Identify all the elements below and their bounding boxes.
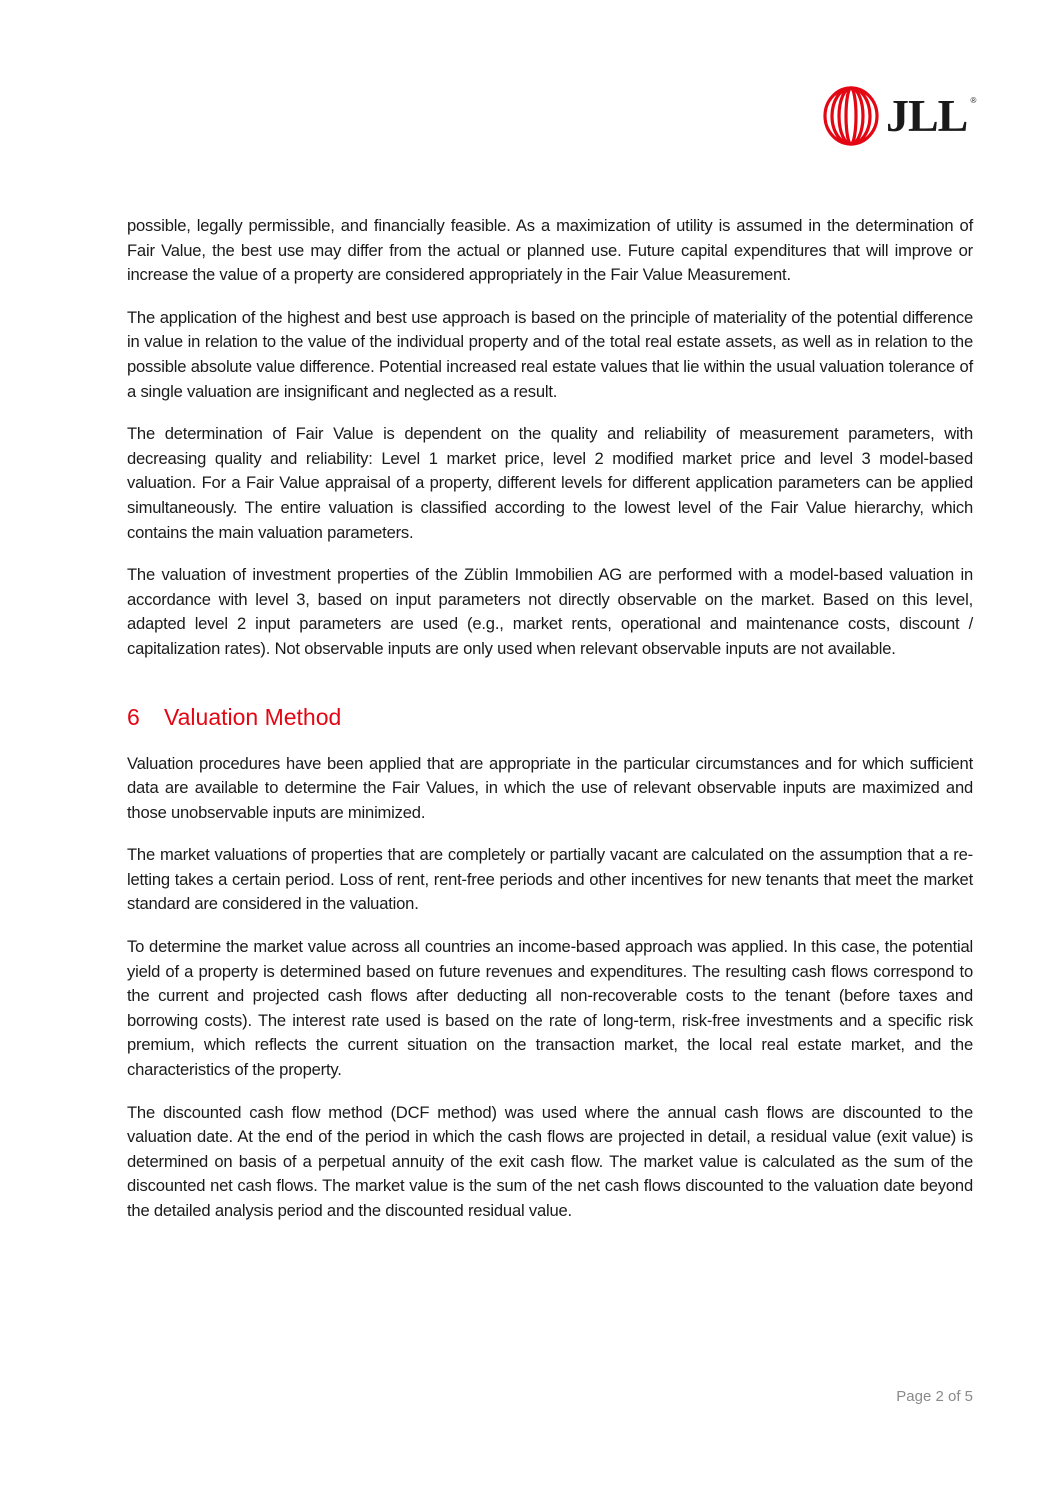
logo-wordmark: JLL [886,90,968,141]
paragraph: possible, legally permissible, and financially feasible. As a maximization of utility is assumed in the determination of Fair Value, the best use may differ from the actual or planned use. Future capital expenditures that will improve or increase the value of a property are considered appropriately in the Fair Value Measurement. [127,216,973,285]
section-number: 6 [127,703,140,730]
paragraph: The discounted cash flow method (DCF method) was used where the annual cash flows are discounted to the valuation date. At the end of the period in which the cash flows are projected in detail, a residual value (exit value) is determined on basis of a perpetual annuity of the exit cash flow. The market value is calculated as the sum of the discounted net cash flows. The market value is the sum of the net cash flows discounted to the valuation date beyond the detailed analysis period and the discounted residual value. [127,1102,973,1220]
section-title: Valuation Method [164,703,342,730]
paragraph: Valuation procedures have been applied that are appropriate in the particular circumstances and for which sufficient data are available to determine the Fair Values, in which the use of relevant observable inputs are maximized and those unobservable inputs are minimized. [127,753,973,822]
logo-text [886,90,976,141]
paragraph: To determine the market value across all countries an income-based approach was applied. In this case, the potential yield of a property is determined based on future revenues and expenditures. The resulting cash flows correspond to the current and projected cash flows after deducting all non-recoverable costs to the tenant (before taxes and borrowing costs). The interest rate used is based on the rate of long-term, risk-free investments and a specific risk premium, which reflects the current situation on the transaction market, the local real estate market, and the characteristics of the property. [127,937,973,1080]
paragraph: The market valuations of properties that are completely or partially vacant are calculated on the assumption that a re-letting takes a certain period. Loss of rent, rent-free periods and other incentives for new tenants that meet the market standard are considered in the valuation. [127,845,973,914]
jll-logo [822,86,974,146]
logo-registered-mark: ® [970,96,976,105]
jll-logo-icon [822,86,880,146]
paragraph: The valuation of investment properties of the Züblin Immobilien AG are performed with a model-based valuation in accordance with level 3, based on input parameters not directly observable on the market. Based on this level, adapted level 2 input parameters are used (e.g., market rents, operational and maintenance costs, discount / capitalization rates). Not observable inputs are only used when relevant observable inputs are not available. [127,565,973,658]
page-content [127,214,973,1242]
section-heading [127,702,973,732]
page-number: Page 2 of 5 [896,1388,973,1405]
paragraph: The application of the highest and best use approach is based on the principle of materiality of the potential difference in value in relation to the value of the individual property and of the total real estate assets, as well as in relation to the possible absolute value difference. Potential increased real estate values that lie within the usual valuation tolerance of a single valuation are insignificant and neglected as a result. [127,307,973,401]
paragraph: The determination of Fair Value is dependent on the quality and reliability of measurement parameters, with decreasing quality and reliability: Level 1 market price, level 2 modified market price and level 3 model-based valuation. For a Fair Value appraisal of a property, different levels for different application parameters can be applied simultaneously. The entire valuation is classified according to the lowest level of the Fair Value hierarchy, which contains the main valuation parameters. [127,424,973,542]
